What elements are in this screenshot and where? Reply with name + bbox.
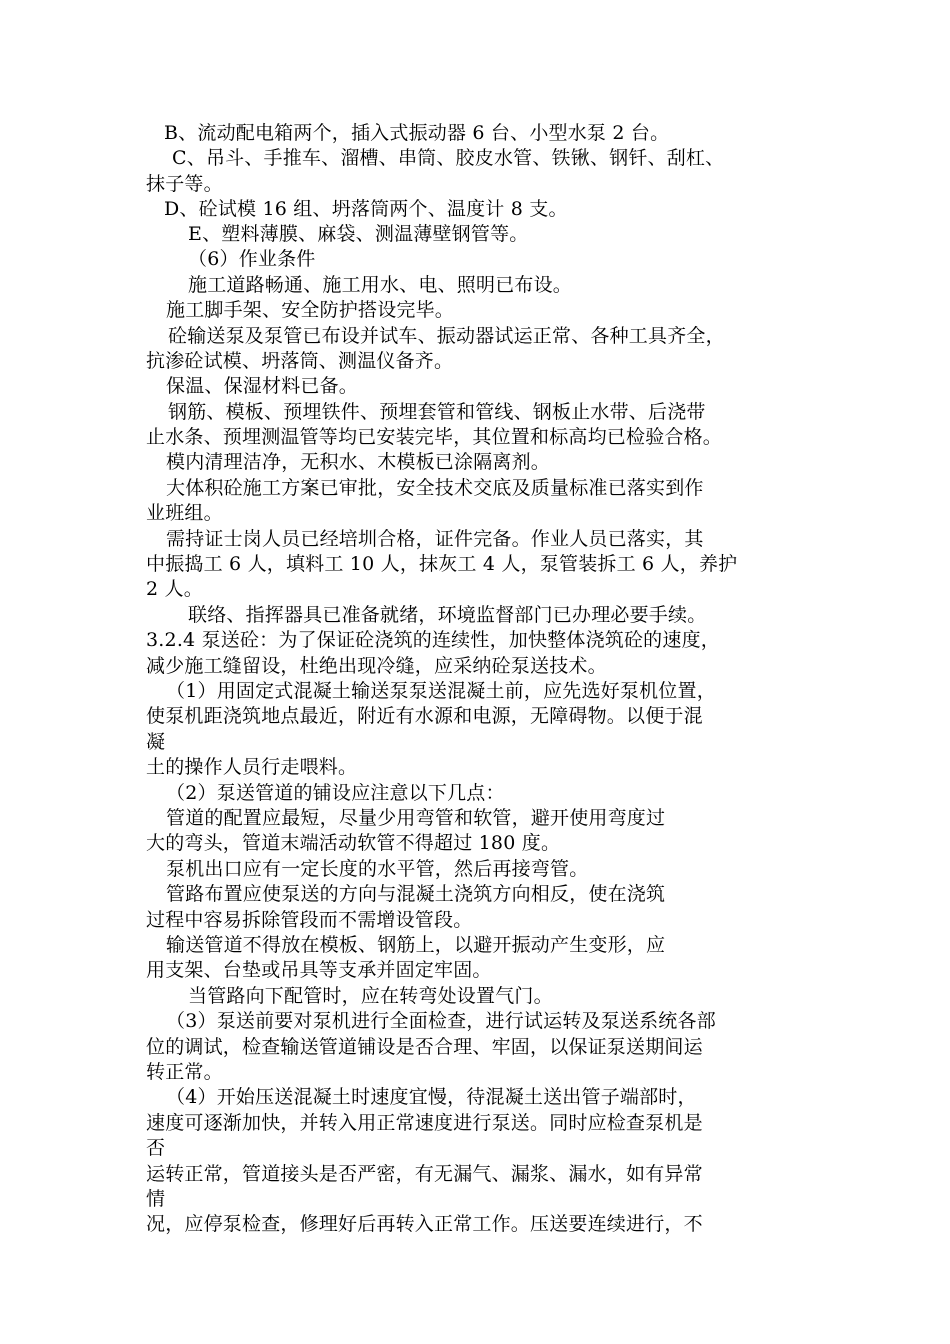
text-line: 过程中容易拆除管段而不需增设管段。 [146,909,473,931]
text-line: （4）开始压送混凝土时速度宜慢，待混凝土送出管子端部时， [166,1086,697,1108]
text-line: 业班组。 [146,502,223,524]
section-heading: 3.2.4 泵送砼：为了保证砼浇筑的连续性，加快整体浇筑砼的速度， [146,629,720,651]
text-line: 凝 [146,731,166,753]
text-line: 需持证士岗人员已经培圳合格，证件完备。作业人员已落实，其 [166,528,704,550]
text-line: （3）泵送前要对泵机进行全面检查，进行试运转及泵送系统各部 [166,1010,716,1032]
text-line: 联络、指挥器具已准备就绪，环境监督部门已办理必要手续。 [188,604,707,626]
text-line: 施工脚手架、安全防护搭设完毕。 [166,299,455,321]
text-line: （2）泵送管道的铺设应注意以下几点： [166,782,505,804]
text-line: 位的调试，检查输送管道铺设是否合理、牢固，以保证泵送期间运 [146,1036,703,1058]
text-line: 管路布置应使泵送的方向与混凝土浇筑方向相反，使在浇筑 [166,883,666,905]
text-line: 泵机出口应有一定长度的水平管，然后再接弯管。 [166,858,589,880]
text-line: 速度可逐渐加快，并转入用正常速度进行泵送。同时应检查泵机是 [146,1112,703,1134]
text-line: 钢筋、模板、预埋铁件、预埋套管和管线、钢板止水带、后浇带 [168,401,706,423]
text-line: 抗渗砼试模、坍落筒、测温仪备齐。 [146,350,454,372]
text-line: 转正常。 [146,1061,223,1083]
text-line: 模内清理洁净，无积水、木模板已涂隔离剂。 [166,451,551,473]
text-line: 中振捣工 6 人，填料工 10 人，抹灰工 4 人，泵管装拆工 6 人，养护 [146,553,738,575]
text-line: 情 [146,1188,166,1210]
text-line: 输送管道不得放在模板、钢筋上，以避开振动产生变形，应 [166,934,666,956]
text-line: 大体积砼施工方案已审批，安全技术交底及质量标准已落实到作 [166,477,704,499]
text-line: 使泵机距浇筑地点最近，附近有水源和电源，无障碍物。以便于混 [146,705,703,727]
text-line: B、流动配电箱两个，插入式振动器 6 台、小型水泵 2 台。 [164,122,670,144]
text-line: 抹子等。 [146,173,223,195]
text-line: 况，应停泵检查，修理好后再转入正常工作。压送要连续进行，不 [146,1213,703,1235]
text-line: 减少施工缝留设，杜绝出现冷缝，应采纳砼泵送技术。 [146,655,607,677]
text-line: 大的弯头，管道末端活动软管不得超过 180 度。 [146,832,561,854]
text-line: 管道的配置应最短，尽量少用弯管和软管，避开使用弯度过 [166,807,666,829]
text-line: 否 [146,1137,166,1159]
text-line: C、吊斗、手推车、溜槽、串筒、胶皮水管、铁锹、钢钎、刮杠、 [172,147,725,169]
text-line: 用支架、台垫或吊具等支承并固定牢固。 [146,959,492,981]
text-line: D、砼试模 16 组、坍落筒两个、温度计 8 支。 [164,198,568,220]
text-line: 土的操作人员行走喂料。 [146,756,358,778]
text-line: 运转正常，管道接头是否严密，有无漏气、漏浆、漏水，如有异常 [146,1163,703,1185]
text-line: 止水条、预埋测温管等均已安装完毕，其位置和标高均已检验合格。 [146,426,723,448]
text-line: 当管路向下配管时，应在转弯处设置气门。 [188,985,553,1007]
text-line: 砼输送泵及泵管已布设并试车、振动器试运正常、各种工具齐全， [168,325,725,347]
section-heading: （6）作业条件 [188,248,316,270]
text-line: E、塑料薄膜、麻袋、测温薄壁钢管等。 [188,223,529,245]
text-line: 施工道路畅通、施工用水、电、照明已布设。 [188,274,573,296]
text-line: （1）用固定式混凝土输送泵泵送混凝土前，应先选好泵机位置， [166,680,716,702]
text-line: 保温、保湿材料已备。 [166,375,359,397]
text-line: 2 人。 [146,578,203,600]
